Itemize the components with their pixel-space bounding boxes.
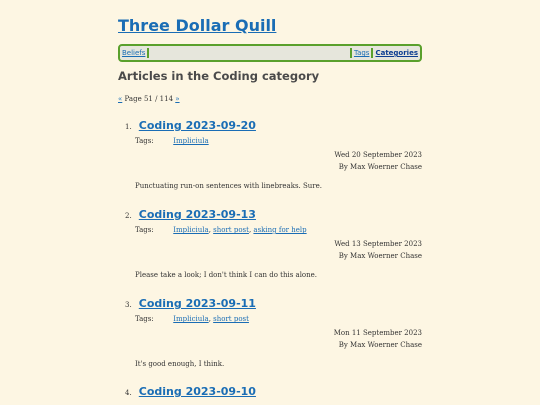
article-summary: Punctuating run-on sentences with linebreaks. Sure.	[135, 182, 323, 190]
article-author: By Max Woerner Chase	[338, 341, 422, 349]
article-tags: Tags: Impliciula, short post, asking for help	[135, 226, 307, 234]
tags-label: Tags:	[135, 315, 154, 323]
article-number: 4.	[125, 389, 132, 397]
article-tags	[135, 137, 209, 145]
section-title: Articles in the Coding category	[118, 69, 320, 83]
pager-next-link[interactable]: »	[175, 95, 180, 103]
article-date: Wed 20 September 2023	[334, 151, 422, 159]
tag-link[interactable]: Impliciula	[173, 315, 209, 323]
article-title-link[interactable]: Coding 2023-09-20	[138, 119, 256, 132]
article-date: Wed 13 September 2023	[334, 240, 422, 248]
article-author: By Max Woerner Chase	[338, 163, 422, 171]
pagination	[118, 95, 180, 103]
tag-link[interactable]: asking for help	[253, 226, 307, 234]
tags-label: Tags:	[135, 226, 154, 234]
article-summary: Please take a look; I don't think I can do this alone.	[135, 271, 318, 279]
article-number: 1.	[125, 123, 132, 131]
article-number: 3.	[125, 301, 132, 309]
tag-link[interactable]: short post	[213, 226, 249, 234]
tag-link[interactable]: Impliciula	[173, 226, 209, 234]
tag-link[interactable]: short post	[213, 315, 249, 323]
site-title-link[interactable]: Three Dollar Quill	[118, 16, 277, 35]
article-number: 2.	[125, 212, 132, 220]
article-summary: It's good enough, I think.	[135, 360, 225, 368]
nav-divider	[147, 48, 149, 58]
tag-link[interactable]: Impliciula	[173, 137, 209, 145]
pager-text: Page 51 / 114	[124, 95, 174, 103]
article-tags: Tags: Impliciula, short post	[135, 315, 249, 323]
article-title-link[interactable]: Coding 2023-09-10	[138, 385, 256, 398]
article-title-link[interactable]: Coding 2023-09-13	[138, 208, 256, 221]
nav-link-beliefs[interactable]: Beliefs	[122, 49, 146, 57]
nav-bar	[118, 44, 422, 62]
tags-label: Tags:	[135, 137, 154, 145]
nav-link-categories[interactable]: Categories	[375, 49, 418, 57]
article-title-link[interactable]: Coding 2023-09-11	[138, 297, 256, 310]
nav-link-tags[interactable]: Tags	[353, 49, 370, 57]
article-date: Mon 11 September 2023	[333, 329, 422, 337]
article-author: By Max Woerner Chase	[338, 252, 422, 260]
pager-prev-link[interactable]: «	[118, 95, 123, 103]
